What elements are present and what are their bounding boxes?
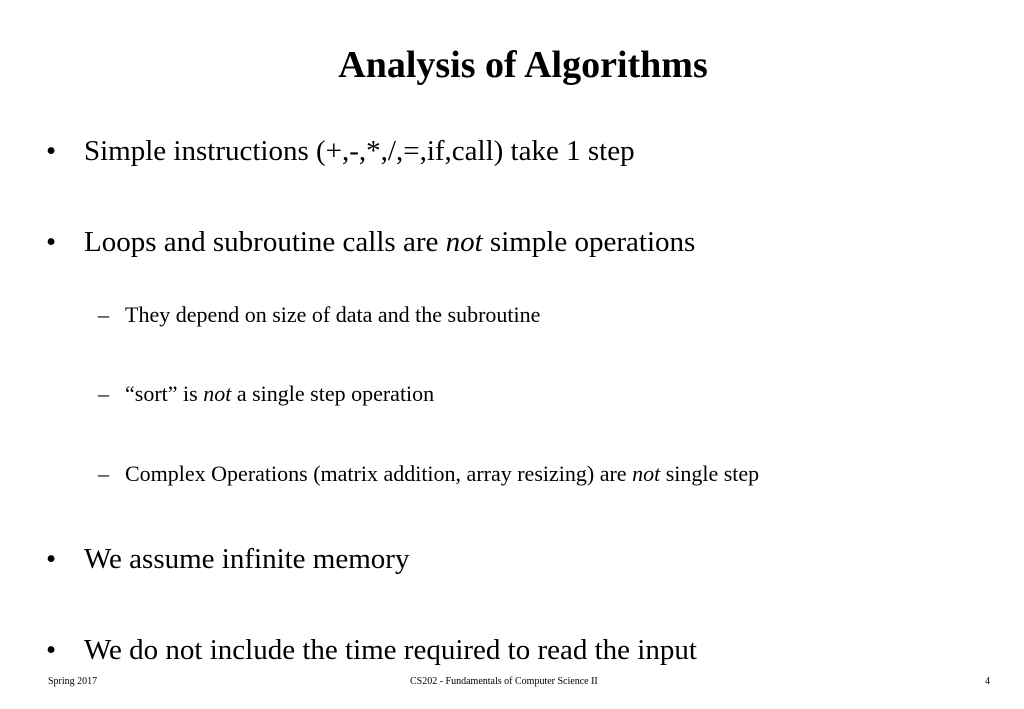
subbullet-text-after: a single step operation xyxy=(231,381,435,406)
footer-date: Spring 2017 xyxy=(48,676,98,687)
bullet-emphasis: not xyxy=(445,226,483,258)
bullet-marker: • xyxy=(46,634,57,666)
dash-marker: – xyxy=(98,381,109,406)
subbullet-text: They depend on size of data and the subroutine xyxy=(125,302,541,327)
subbullet-sort xyxy=(98,381,434,407)
footer-page-number: 4 xyxy=(985,676,990,687)
subbullet-text-before: “sort” is xyxy=(125,381,204,406)
bullet-text: We assume infinite memory xyxy=(84,543,410,575)
bullet-text: We do not include the time required to read the input xyxy=(84,634,697,666)
dash-marker: – xyxy=(98,461,109,486)
subbullet-emphasis: not xyxy=(632,461,661,486)
subbullet-depend-on-size xyxy=(98,302,540,328)
bullet-read-input xyxy=(46,633,697,667)
bullet-text-after: simple operations xyxy=(482,226,696,258)
bullet-text: Simple instructions (+,-,*,/,=,if,call) take 1 step xyxy=(84,135,635,167)
footer-course: CS202 - Fundamentals of Computer Science II xyxy=(410,676,598,687)
bullet-text-before: Loops and subroutine calls are xyxy=(84,226,446,258)
subbullet-complex-operations xyxy=(98,461,759,487)
bullet-marker: • xyxy=(46,543,57,575)
dash-marker: – xyxy=(98,302,109,327)
slide-title: Analysis of Algorithms xyxy=(338,44,708,86)
bullet-marker: • xyxy=(46,135,57,167)
bullet-simple-instructions xyxy=(46,134,635,168)
subbullet-text-after: single step xyxy=(660,461,760,486)
bullet-loops-subroutines xyxy=(46,225,695,259)
bullet-marker: • xyxy=(46,226,57,258)
subbullet-emphasis: not xyxy=(203,381,232,406)
subbullet-text-before: Complex Operations (matrix addition, array resizing) are xyxy=(125,461,633,486)
bullet-infinite-memory xyxy=(46,542,409,576)
